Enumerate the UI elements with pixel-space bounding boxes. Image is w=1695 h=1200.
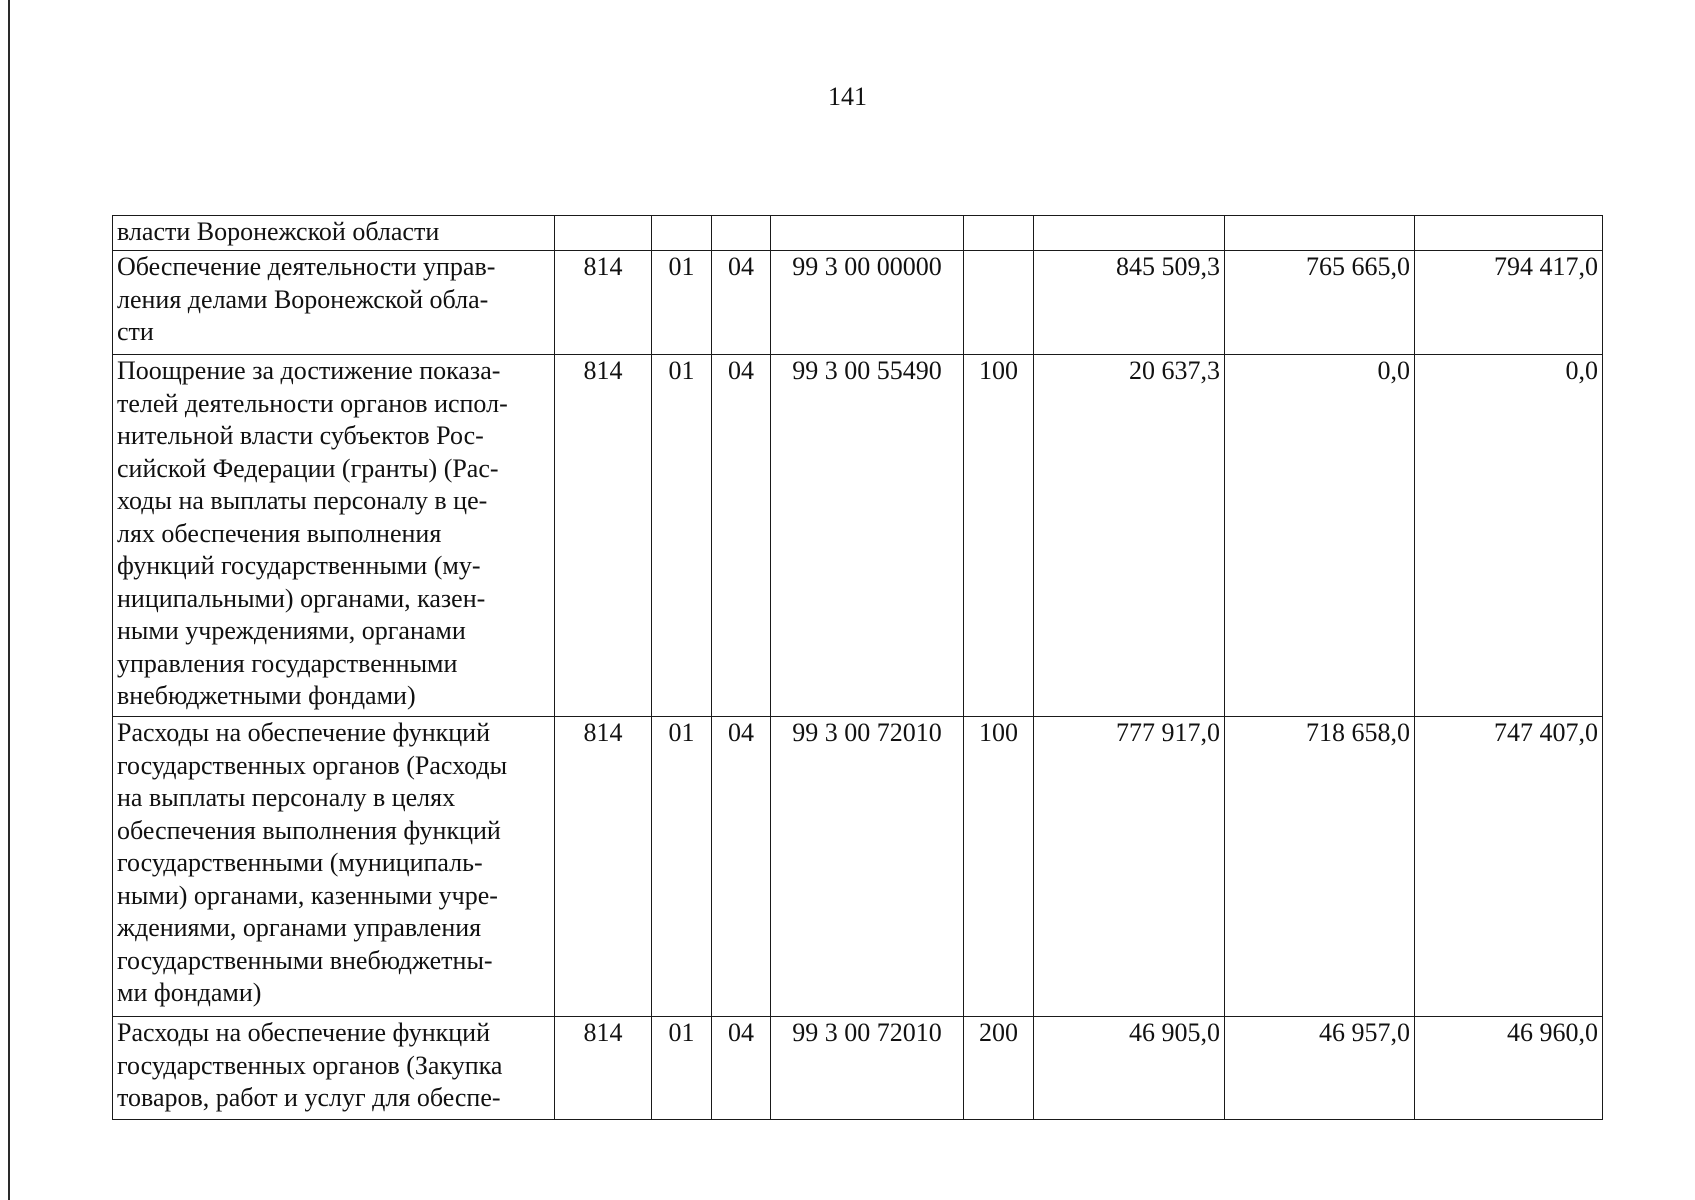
cell-vr <box>964 216 1034 251</box>
cell-sum-2 <box>1225 216 1415 251</box>
cell-pr: 04 <box>712 1017 771 1120</box>
table-row <box>113 216 1603 251</box>
table-row <box>113 1017 1603 1120</box>
table-row <box>113 251 1603 355</box>
cell-vr <box>964 251 1034 355</box>
cell-sum-1 <box>1034 216 1225 251</box>
cell-sum-2: 718 658,0 <box>1225 717 1415 1017</box>
cell-vr: 200 <box>964 1017 1034 1120</box>
cell-pr <box>712 216 771 251</box>
cell-sum-2: 46 957,0 <box>1225 1017 1415 1120</box>
cell-sum-3: 0,0 <box>1415 355 1603 717</box>
cell-grbs: 814 <box>555 355 652 717</box>
cell-csr: 99 3 00 72010 <box>771 1017 964 1120</box>
cell-rz: 01 <box>652 717 712 1017</box>
cell-sum-2: 765 665,0 <box>1225 251 1415 355</box>
cell-sum-1: 20 637,3 <box>1034 355 1225 717</box>
cell-rz <box>652 216 712 251</box>
cell-grbs <box>555 216 652 251</box>
cell-name: Поощрение за достижение показа- телей деятельности органов испол- нительной власти субъектов Рос- сийской Федерации (гранты) (Рас- ходы на выплаты персоналу в це- лях обеспечения выполнения функций государственными (му- ниципальными) органами, казен- ными учреждениями, органами управления государственными внебюджетными фондами) <box>113 355 555 717</box>
cell-csr: 99 3 00 00000 <box>771 251 964 355</box>
table-row <box>113 717 1603 1017</box>
cell-rz: 01 <box>652 1017 712 1120</box>
cell-rz: 01 <box>652 251 712 355</box>
table-row <box>113 355 1603 717</box>
cell-rz: 01 <box>652 355 712 717</box>
cell-sum-3: 46 960,0 <box>1415 1017 1603 1120</box>
cell-csr <box>771 216 964 251</box>
cell-sum-3 <box>1415 216 1603 251</box>
cell-name: Расходы на обеспечение функций государственных органов (Закупка товаров, работ и услуг для обеспе- <box>113 1017 555 1120</box>
cell-sum-1: 777 917,0 <box>1034 717 1225 1017</box>
cell-name: Обеспечение деятельности управ- ления делами Воронежской обла- сти <box>113 251 555 355</box>
cell-pr: 04 <box>712 355 771 717</box>
cell-vr: 100 <box>964 355 1034 717</box>
cell-grbs: 814 <box>555 717 652 1017</box>
cell-vr: 100 <box>964 717 1034 1017</box>
cell-csr: 99 3 00 72010 <box>771 717 964 1017</box>
budget-table-body <box>113 216 1603 1120</box>
cell-sum-1: 46 905,0 <box>1034 1017 1225 1120</box>
cell-csr: 99 3 00 55490 <box>771 355 964 717</box>
cell-name: Расходы на обеспечение функций государственных органов (Расходы на выплаты персоналу в целях обеспечения выполнения функций государственными (муниципаль- ными) органами, казенными учре- ждениями, органами управления государственными внебюджетны- ми фондами) <box>113 717 555 1017</box>
cell-sum-2: 0,0 <box>1225 355 1415 717</box>
cell-sum-1: 845 509,3 <box>1034 251 1225 355</box>
budget-table <box>112 215 1603 1120</box>
cell-pr: 04 <box>712 717 771 1017</box>
cell-grbs: 814 <box>555 251 652 355</box>
scan-edge-line <box>8 0 10 1200</box>
cell-sum-3: 747 407,0 <box>1415 717 1603 1017</box>
cell-name: власти Воронежской области <box>113 216 555 251</box>
cell-grbs: 814 <box>555 1017 652 1120</box>
cell-pr: 04 <box>712 251 771 355</box>
page-number: 141 <box>828 82 867 111</box>
cell-sum-3: 794 417,0 <box>1415 251 1603 355</box>
